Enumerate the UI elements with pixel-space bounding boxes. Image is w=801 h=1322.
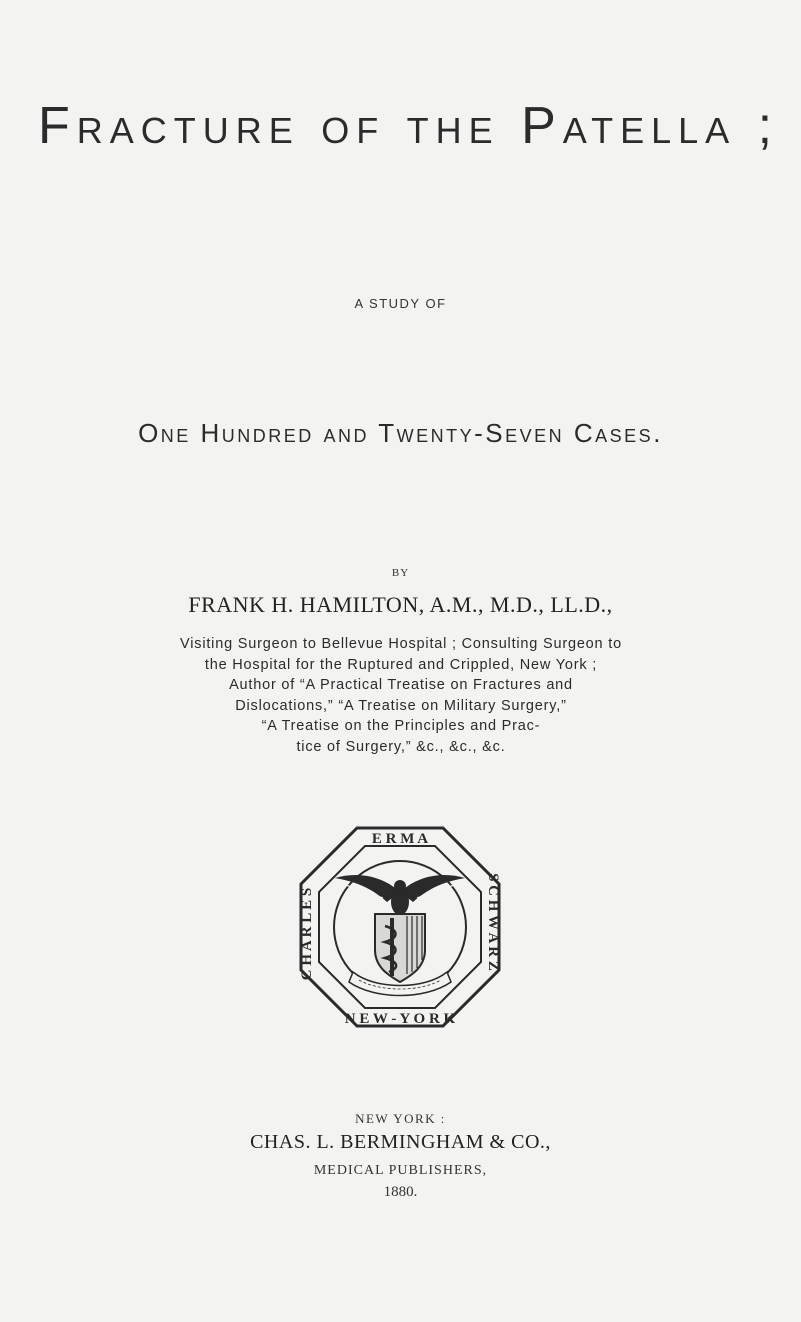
by-line: BY <box>391 567 410 579</box>
svg-text:C H A R L E S: C H A R L E S <box>299 887 315 981</box>
author-name: FRANK H. HAMILTON, A.M., M.D., LL.D., <box>188 592 613 617</box>
imprint-publisher: CHAS. L. BERMINGHAM & CO., <box>250 1131 551 1153</box>
imprint-year: 1880. <box>383 1184 418 1200</box>
credentials-line: tice of Surgery,” &c., &c., &c. <box>296 738 506 755</box>
subtitle-main: One Hundred and Twenty-Seven Cases. <box>138 418 663 448</box>
book-title: Fracture of the Patella ; <box>38 97 780 155</box>
imprint-place: NEW YORK : <box>355 1111 446 1126</box>
eagle-seal-icon <box>295 822 505 1032</box>
subtitle-intro: A STUDY OF <box>354 296 447 311</box>
credentials-line: the Hospital for the Ruptured and Crippled, New York ; <box>204 656 598 673</box>
svg-text:S C H W A R Z: S C H W A R Z <box>485 873 501 971</box>
author-credentials <box>70 634 732 757</box>
credentials-line: “A Treatise on the Principles and Prac- <box>261 718 541 734</box>
svg-text:E R M A: E R M A <box>371 831 429 847</box>
svg-text:N E W - Y O R K: N E W - Y O R K <box>344 1011 456 1027</box>
credentials-line: Visiting Surgeon to Bellevue Hospital ; Consulting Surgeon to <box>180 636 622 652</box>
credentials-line: Dislocations,” “A Treatise on Military Surgery,” <box>235 697 567 714</box>
imprint-publisher-type: MEDICAL PUBLISHERS, <box>313 1163 488 1178</box>
credentials-line: Author of “A Practical Treatise on Fractures and <box>229 677 573 693</box>
